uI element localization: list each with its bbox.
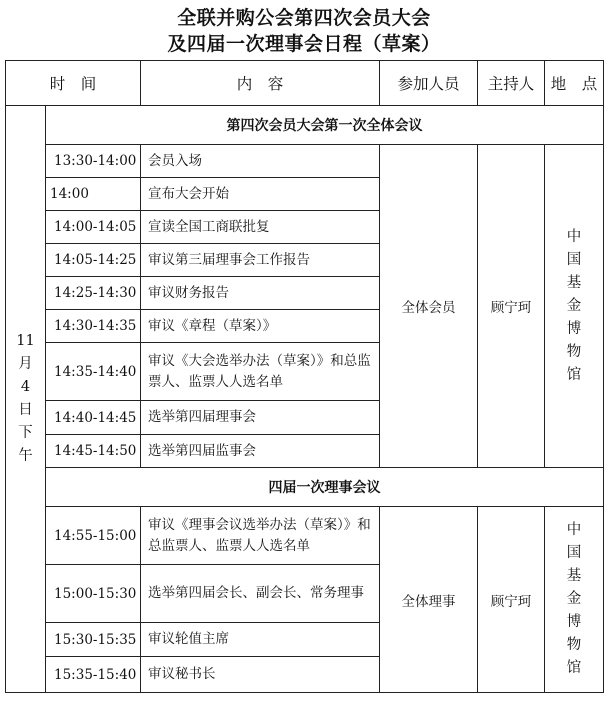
schedule-table [5, 60, 604, 693]
location-char: 金 [566, 591, 582, 607]
content-cell: 审议《大会选举办法（草案）》和总监票人、监票人人选名单 [141, 343, 380, 401]
time-cell: 14:30-14:35 [46, 310, 141, 343]
time-cell: 14:35-14:40 [46, 343, 141, 401]
location-char: 馆 [566, 660, 582, 676]
document-title-line1: 全联并购公会第四次会员大会 [177, 7, 431, 29]
section1-title: 第四次会员大会第一次全体会议 [46, 106, 604, 145]
location-char: 国 [566, 251, 582, 268]
content-cell: 选举第四届理事会 [141, 401, 380, 435]
time-cell: 14:55-15:00 [46, 507, 141, 565]
content-cell: 宣读全国工商联批复 [141, 211, 380, 244]
content-cell: 审议轮值主席 [141, 623, 380, 657]
content-cell: 审议秘书长 [141, 657, 380, 693]
content-cell: 审议《理事会议选举办法（草案）》和总监票人、监票人人选名单 [141, 507, 380, 565]
location-char: 金 [566, 297, 582, 314]
section2-title-row [6, 468, 604, 507]
location-char: 中 [566, 228, 582, 245]
time-cell: 14:40-14:45 [46, 401, 141, 435]
section2-location [545, 507, 604, 693]
section1-location [545, 145, 604, 468]
time-cell: 14:45-14:50 [46, 435, 141, 468]
section2-title: 四届一次理事会议 [46, 468, 604, 507]
header-host: 主持人 [478, 61, 545, 106]
time-cell: 15:35-15:40 [46, 657, 141, 693]
location-char: 物 [566, 637, 582, 653]
section1-participants: 全体会员 [380, 145, 478, 468]
location-char: 物 [566, 343, 582, 360]
section1-host: 顾宁珂 [478, 145, 545, 468]
content-cell: 会员入场 [141, 145, 380, 178]
time-cell: 13:30-14:00 [46, 145, 141, 178]
header-participants: 参加人员 [380, 61, 478, 106]
date-cell [6, 106, 46, 693]
date-char: 午 [18, 448, 33, 464]
header-location: 地 点 [545, 61, 604, 106]
date-char: 月 [18, 356, 33, 372]
content-cell: 选举第四届会长、副会长、常务理事 [141, 565, 380, 623]
time-cell: 15:30-15:35 [46, 623, 141, 657]
time-cell: 14:00 [46, 178, 141, 211]
time-cell: 15:00-15:30 [46, 565, 141, 623]
date-char: 下 [18, 425, 33, 441]
location-char: 基 [566, 274, 582, 291]
content-cell: 选举第四届监事会 [141, 435, 380, 468]
time-cell: 14:00-14:05 [46, 211, 141, 244]
header-content: 内 容 [141, 61, 380, 106]
time-cell: 14:25-14:30 [46, 277, 141, 310]
content-cell: 审议第三届理事会工作报告 [141, 244, 380, 277]
location-char: 馆 [566, 366, 582, 383]
content-cell: 审议财务报告 [141, 277, 380, 310]
date-char: 日 [18, 402, 33, 418]
location-char: 博 [566, 614, 582, 630]
location-char: 中 [566, 522, 582, 538]
content-cell: 宣布大会开始 [141, 178, 380, 211]
table-row [6, 507, 604, 565]
location-char: 博 [566, 320, 582, 337]
header-time: 时 间 [6, 61, 141, 106]
section1-title-row [6, 106, 604, 145]
header-row [6, 61, 604, 106]
content-cell: 审议《章程（草案）》 [141, 310, 380, 343]
time-cell: 14:05-14:25 [46, 244, 141, 277]
location-char: 基 [566, 568, 582, 584]
location-char: 国 [566, 545, 582, 561]
date-char: 11 [16, 333, 35, 349]
section2-host: 顾宁珂 [478, 507, 545, 693]
section2-participants: 全体理事 [380, 507, 478, 693]
date-char: 4 [20, 379, 31, 395]
document-title-line2: 及四届一次理事会日程（草案） [167, 33, 441, 55]
table-row [6, 145, 604, 178]
